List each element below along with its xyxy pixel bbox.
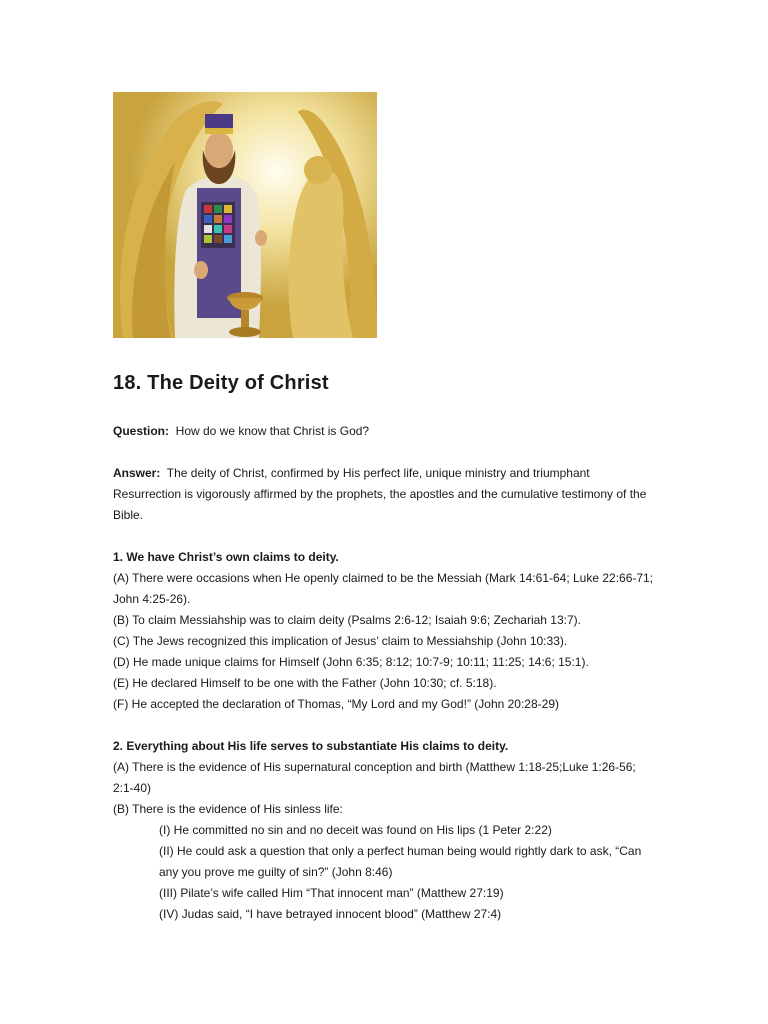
section-1 [113,547,658,715]
list-item: (C) The Jews recognized this implication of Jesus’ claim to Messiahship (John 10:33). [113,634,568,648]
sub-list-item: (II) He could ask a question that only a perfect human being would rightly dark to ask, “Can any you prove me guilty of sin?” (John 8:46) [159,844,642,879]
section-2-heading: 2. Everything about His life serves to substantiate His claims to deity. [113,739,509,753]
answer-label: Answer: [113,466,161,480]
list-item: (B) To claim Messiahship was to claim deity (Psalms 2:6-12; Isaiah 9:6; Zechariah 13:7). [113,613,581,627]
list-item: (F) He accepted the declaration of Thomas, “My Lord and my God!” (John 20:28-29) [113,697,559,711]
sub-list-item: (III) Pilate’s wife called Him “That innocent man” (Matthew 27:19) [159,886,504,900]
sub-list-item: (I) He committed no sin and no deceit was found on His lips (1 Peter 2:22) [159,823,552,837]
list-item: (A) There is the evidence of His supernatural conception and birth (Matthew 1:18-25;Luke 1:26-56; 2:1-40) [113,760,636,795]
section-1-heading: 1. We have Christ’s own claims to deity. [113,550,339,564]
christ-high-priest-illustration [113,92,377,338]
section-2 [113,736,658,925]
list-item: (D) He made unique claims for Himself (John 6:35; 8:12; 10:7-9; 10:11; 11:25; 14:6; 15:1). [113,655,589,669]
sub-list-item: (IV) Judas said, “I have betrayed innocent blood” (Matthew 27:4) [159,907,502,921]
answer-text: The deity of Christ, confirmed by His perfect life, unique ministry and triumphant Resurrection is vigorously affirmed by the prophets, the apostles and the cumulative testimony of the Bible. [113,466,647,522]
list-item: (B) There is the evidence of His sinless life: [113,802,343,816]
list-item: (A) There were occasions when He openly claimed to be the Messiah (Mark 14:61-64; Luke 22:66-71; John 4:25-26). [113,571,654,606]
question-paragraph [113,421,658,442]
question-text: How do we know that Christ is God? [175,424,370,438]
list-item: (E) He declared Himself to be one with the Father (John 10:30; cf. 5:18). [113,676,497,690]
question-label: Question: [113,424,169,438]
page-title: 18. The Deity of Christ [113,372,329,394]
answer-paragraph [113,463,658,526]
